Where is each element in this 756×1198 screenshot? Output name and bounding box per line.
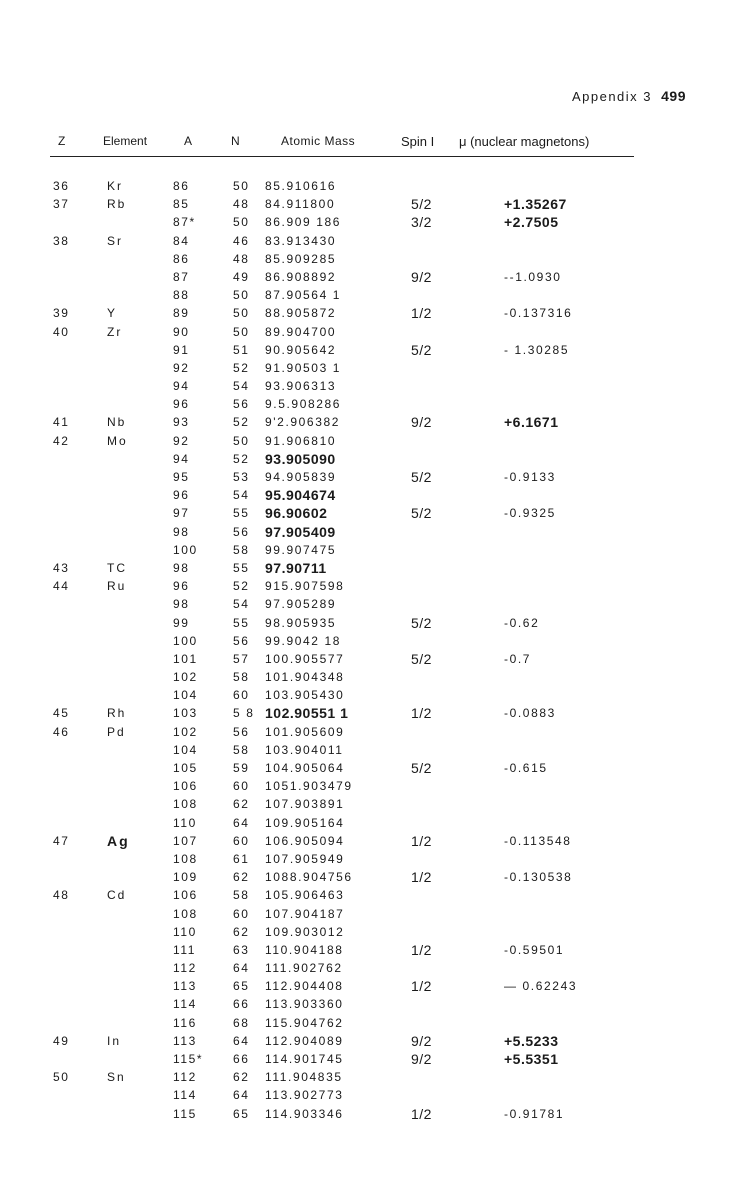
cell-a: 115: [173, 1106, 197, 1121]
cell-n: 61: [233, 851, 250, 866]
running-title: Appendix 3: [571, 89, 653, 104]
cell-a: 100: [173, 633, 198, 648]
page-number: 499: [661, 88, 686, 104]
cell-atomic-mass: 112.904089: [265, 1033, 344, 1048]
cell-n: 52: [233, 451, 250, 466]
cell-n: 50: [233, 433, 250, 448]
cell-magnetic-moment: -0.130538: [504, 870, 573, 885]
table-row: [0, 504, 756, 522]
cell-z: 43: [53, 560, 70, 575]
cell-spin: 1/2: [411, 832, 432, 849]
cell-spin: 1/2: [411, 305, 432, 322]
cell-n: 53: [233, 470, 250, 484]
cell-atomic-mass: 9'2.906382: [265, 415, 341, 430]
table-row: [0, 1050, 756, 1068]
cell-a: 95: [173, 470, 190, 484]
cell-n: 64: [233, 815, 250, 830]
table-row: [0, 559, 756, 577]
table-row: [0, 686, 756, 704]
cell-atomic-mass: 85.910616: [265, 179, 337, 193]
table-row: [0, 286, 756, 304]
table-row: [0, 468, 756, 486]
cell-a: 92: [173, 433, 190, 448]
cell-z: 48: [53, 888, 70, 903]
cell-atomic-mass: 112.904408: [265, 979, 344, 994]
cell-atomic-mass: 94.905839: [265, 470, 337, 484]
cell-z: 46: [53, 724, 70, 739]
table-row: [0, 850, 756, 868]
cell-element: Pd: [107, 724, 126, 739]
cell-a: 107: [173, 833, 198, 848]
table-row: [0, 832, 756, 850]
cell-n: 62: [233, 870, 250, 885]
cell-n: 54: [233, 379, 250, 394]
cell-element: Sn: [107, 1070, 126, 1085]
table-row: [0, 341, 756, 359]
cell-spin: 1/2: [411, 869, 432, 886]
cell-n: 50: [233, 288, 250, 303]
table-row: [0, 723, 756, 741]
cell-magnetic-moment: +5.5233: [504, 1032, 559, 1049]
cell-a: 105: [173, 761, 198, 775]
cell-atomic-mass: 88.905872: [265, 306, 337, 321]
cell-z: 37: [53, 197, 70, 212]
cell-magnetic-moment: +1.35267: [504, 196, 567, 213]
cell-atomic-mass: 113.903360: [265, 997, 344, 1012]
table-row: [0, 359, 756, 377]
cell-spin: 9/2: [411, 414, 432, 431]
isotope-table-body: [0, 177, 756, 1123]
cell-z: 45: [53, 706, 70, 721]
cell-a: 111: [173, 942, 197, 957]
cell-element: In: [107, 1033, 122, 1048]
cell-atomic-mass: 114.903346: [265, 1106, 344, 1121]
table-row: [0, 650, 756, 668]
cell-a: 85: [173, 197, 190, 212]
cell-atomic-mass: 107.903891: [265, 797, 345, 812]
cell-n: 50: [233, 179, 250, 193]
cell-n: 60: [233, 688, 250, 703]
table-row: [0, 741, 756, 759]
table-row: [0, 959, 756, 977]
column-header-spin: Spin I: [401, 134, 435, 149]
cell-a: 87*: [173, 215, 196, 230]
column-header-element: Element: [103, 134, 148, 148]
cell-a: 96: [173, 579, 190, 594]
cell-a: 110: [173, 815, 197, 830]
table-row: [0, 886, 756, 904]
table-row: [0, 759, 756, 777]
cell-z: 49: [53, 1033, 70, 1048]
table-row: [0, 377, 756, 395]
cell-a: 97: [173, 506, 190, 521]
cell-z: 40: [53, 324, 70, 339]
cell-element: Y: [107, 306, 118, 321]
cell-atomic-mass: 93.906313: [265, 379, 337, 394]
cell-spin: 9/2: [411, 268, 432, 285]
table-row: [0, 450, 756, 468]
cell-n: 58: [233, 670, 250, 685]
cell-atomic-mass: 85.909285: [265, 251, 337, 266]
cell-spin: 5/2: [411, 760, 432, 776]
cell-atomic-mass: 113.902773: [265, 1088, 344, 1103]
cell-spin: 1/2: [411, 941, 432, 958]
cell-n: 55: [233, 615, 250, 630]
cell-element: Rh: [107, 706, 127, 721]
cell-atomic-mass: 102.90551 1: [265, 705, 349, 722]
table-row: [0, 304, 756, 322]
cell-atomic-mass: 100.905577: [265, 651, 345, 666]
cell-a: 110: [173, 924, 197, 939]
cell-n: 56: [233, 397, 250, 412]
cell-n: 56: [233, 524, 250, 539]
cell-atomic-mass: 86.909 186: [265, 215, 342, 230]
cell-a: 92: [173, 360, 190, 375]
cell-atomic-mass: 97.905289: [265, 597, 337, 612]
cell-a: 104: [173, 742, 198, 757]
table-row: [0, 486, 756, 504]
cell-atomic-mass: 96.90602: [265, 505, 328, 522]
cell-n: 60: [233, 779, 250, 794]
cell-z: 47: [53, 833, 70, 848]
cell-z: 39: [53, 306, 70, 321]
cell-element: Mo: [107, 433, 128, 448]
cell-n: 5 8: [233, 706, 255, 721]
table-row: [0, 905, 756, 923]
cell-a: 84: [173, 233, 190, 248]
cell-a: 98: [173, 597, 190, 612]
cell-atomic-mass: 97.90711: [265, 559, 327, 576]
table-row: [0, 868, 756, 886]
cell-a: 88: [173, 288, 190, 303]
cell-magnetic-moment: — 0.62243: [504, 979, 578, 994]
cell-z: 38: [53, 233, 70, 248]
cell-n: 49: [233, 269, 250, 284]
cell-a: 115*: [173, 1052, 204, 1066]
table-row: [0, 232, 756, 250]
cell-spin: 5/2: [411, 505, 432, 522]
cell-atomic-mass: 97.905409: [265, 523, 336, 540]
table-row: [0, 250, 756, 268]
table-row: [0, 541, 756, 559]
table-row: [0, 923, 756, 941]
cell-n: 64: [233, 961, 250, 976]
cell-z: 50: [53, 1070, 70, 1085]
cell-magnetic-moment: -0.113548: [504, 833, 572, 848]
cell-spin: 5/2: [411, 196, 432, 213]
table-row: [0, 577, 756, 595]
table-row: [0, 632, 756, 650]
cell-magnetic-moment: - 1.30285: [504, 342, 570, 357]
table-row: [0, 1032, 756, 1050]
cell-n: 60: [233, 833, 250, 848]
table-row: [0, 614, 756, 632]
cell-a: 93: [173, 415, 190, 430]
cell-n: 58: [233, 542, 250, 557]
cell-n: 52: [233, 360, 250, 375]
cell-atomic-mass: 105.906463: [265, 888, 345, 903]
cell-a: 114: [173, 1088, 197, 1103]
cell-a: 109: [173, 870, 198, 885]
header-rule: [50, 156, 634, 157]
cell-a: 100: [173, 542, 198, 557]
table-row: [0, 1068, 756, 1086]
cell-n: 62: [233, 797, 250, 812]
cell-a: 96: [173, 397, 190, 412]
cell-a: 104: [173, 688, 198, 703]
cell-magnetic-moment: +2.7505: [504, 214, 559, 231]
cell-a: 98: [173, 560, 190, 575]
cell-atomic-mass: 95.904674: [265, 487, 336, 504]
cell-n: 68: [233, 1015, 250, 1030]
cell-z: 36: [53, 179, 70, 193]
cell-n: 56: [233, 724, 250, 739]
cell-a: 108: [173, 851, 198, 866]
cell-n: 62: [233, 1070, 250, 1085]
table-row: [0, 432, 756, 450]
cell-spin: 5/2: [411, 341, 432, 358]
cell-atomic-mass: 90.905642: [265, 342, 337, 357]
cell-element: Ag: [107, 832, 130, 849]
cell-atomic-mass: 103.905430: [265, 688, 345, 703]
table-row: [0, 704, 756, 722]
cell-atomic-mass: 109.905164: [265, 815, 345, 830]
table-row: [0, 213, 756, 231]
cell-atomic-mass: 84.911800: [265, 197, 336, 212]
table-header: [0, 134, 756, 150]
cell-a: 96: [173, 488, 190, 503]
cell-n: 59: [233, 761, 250, 775]
cell-n: 64: [233, 1033, 250, 1048]
cell-n: 60: [233, 906, 250, 921]
cell-atomic-mass: 111.902762: [265, 961, 343, 976]
cell-a: 99: [173, 615, 190, 630]
cell-atomic-mass: 86.908892: [265, 269, 337, 284]
cell-n: 48: [233, 251, 250, 266]
cell-spin: 5/2: [411, 469, 432, 485]
cell-n: 50: [233, 215, 250, 230]
cell-magnetic-moment: -0.62: [504, 615, 540, 630]
table-row: [0, 413, 756, 431]
cell-spin: 9/2: [411, 1032, 432, 1049]
cell-n: 50: [233, 306, 250, 321]
cell-n: 66: [233, 997, 250, 1012]
cell-magnetic-moment: +6.1671: [504, 414, 559, 431]
column-header-a: A: [184, 134, 193, 148]
cell-magnetic-moment: -0.137316: [504, 306, 573, 321]
cell-magnetic-moment: -0.91781: [504, 1106, 565, 1121]
cell-n: 56: [233, 633, 250, 648]
page-header: [572, 88, 686, 104]
cell-n: 51: [233, 342, 250, 357]
cell-spin: 9/2: [411, 1051, 432, 1067]
cell-atomic-mass: 106.905094: [265, 833, 345, 848]
cell-atomic-mass: 98.905935: [265, 615, 337, 630]
cell-element: Sr: [107, 233, 123, 248]
cell-a: 86: [173, 179, 190, 193]
cell-n: 55: [233, 506, 250, 521]
cell-a: 87: [173, 269, 190, 284]
cell-atomic-mass: 99.907475: [265, 542, 337, 557]
cell-atomic-mass: 104.905064: [265, 761, 345, 775]
cell-a: 113: [173, 979, 197, 994]
cell-a: 106: [173, 779, 198, 794]
cell-spin: 1/2: [411, 1105, 432, 1122]
cell-n: 62: [233, 924, 250, 939]
cell-n: 54: [233, 597, 250, 612]
table-row: [0, 177, 756, 195]
table-row: [0, 268, 756, 286]
cell-a: 94: [173, 451, 190, 466]
cell-atomic-mass: 114.901745: [265, 1052, 344, 1066]
cell-magnetic-moment: -0.615: [504, 761, 548, 775]
cell-n: 64: [233, 1088, 250, 1103]
cell-n: 66: [233, 1052, 250, 1066]
table-row: [0, 395, 756, 413]
cell-z: 42: [53, 433, 70, 448]
cell-element: Rb: [107, 197, 127, 212]
cell-atomic-mass: 109.903012: [265, 924, 345, 939]
cell-n: 48: [233, 197, 250, 212]
cell-element: Cd: [107, 888, 127, 903]
cell-magnetic-moment: -0.9133: [504, 470, 556, 484]
column-header-z: Z: [58, 134, 66, 148]
cell-atomic-mass: 107.904187: [265, 906, 345, 921]
cell-a: 113: [173, 1033, 197, 1048]
table-row: [0, 777, 756, 795]
cell-a: 90: [173, 324, 190, 339]
cell-n: 54: [233, 488, 250, 503]
cell-n: 55: [233, 560, 250, 575]
cell-n: 50: [233, 324, 250, 339]
cell-atomic-mass: 111.904835: [265, 1070, 343, 1085]
cell-a: 94: [173, 379, 190, 394]
cell-atomic-mass: 89.904700: [265, 324, 337, 339]
table-row: [0, 668, 756, 686]
cell-n: 52: [233, 579, 250, 594]
cell-a: 103: [173, 706, 198, 721]
cell-spin: 5/2: [411, 650, 432, 667]
table-row: [0, 977, 756, 995]
cell-element: Nb: [107, 415, 127, 430]
cell-a: 108: [173, 906, 198, 921]
table-row: [0, 595, 756, 613]
cell-magnetic-moment: --1.0930: [504, 269, 562, 284]
table-row: [0, 941, 756, 959]
table-row: [0, 1014, 756, 1032]
cell-atomic-mass: 103.904011: [265, 742, 344, 757]
cell-atomic-mass: 91.906810: [265, 433, 337, 448]
cell-z: 41: [53, 415, 70, 430]
cell-z: 44: [53, 579, 70, 594]
table-row: [0, 1086, 756, 1104]
cell-n: 46: [233, 233, 250, 248]
cell-atomic-mass: 101.905609: [265, 724, 345, 739]
cell-a: 112: [173, 1070, 197, 1085]
cell-atomic-mass: 101.904348: [265, 670, 345, 685]
table-row: [0, 323, 756, 341]
cell-element: Ru: [107, 579, 127, 594]
cell-a: 89: [173, 306, 190, 321]
cell-a: 116: [173, 1015, 197, 1030]
cell-atomic-mass: 1088.904756: [265, 870, 353, 885]
cell-element: Zr: [107, 324, 123, 339]
cell-a: 101: [173, 651, 198, 666]
cell-atomic-mass: 115.904762: [265, 1015, 344, 1030]
cell-magnetic-moment: +5.5351: [504, 1051, 559, 1067]
cell-atomic-mass: 1051.903479: [265, 779, 353, 794]
cell-a: 98: [173, 524, 190, 539]
cell-n: 57: [233, 651, 250, 666]
table-row: [0, 1105, 756, 1123]
table-row: [0, 795, 756, 813]
table-row: [0, 195, 756, 213]
cell-magnetic-moment: -0.59501: [504, 942, 565, 957]
cell-atomic-mass: 87.90564 1: [265, 288, 342, 303]
cell-atomic-mass: 99.9042 18: [265, 633, 342, 648]
cell-atomic-mass: 91.90503 1: [265, 360, 342, 375]
column-header-atomic-mass: Atomic Mass: [281, 134, 356, 148]
cell-spin: 1/2: [411, 978, 432, 995]
cell-a: 112: [173, 961, 197, 976]
cell-a: 86: [173, 251, 190, 266]
cell-atomic-mass: 83.913430: [265, 233, 337, 248]
cell-spin: 3/2: [411, 214, 432, 231]
cell-a: 91: [173, 342, 190, 357]
table-row: [0, 523, 756, 541]
cell-a: 114: [173, 997, 197, 1012]
cell-a: 102: [173, 670, 198, 685]
cell-n: 52: [233, 415, 250, 430]
cell-spin: 1/2: [411, 705, 432, 722]
column-header-n: N: [231, 134, 240, 148]
cell-a: 106: [173, 888, 198, 903]
cell-magnetic-moment: -0.9325: [504, 506, 556, 521]
table-row: [0, 995, 756, 1013]
cell-atomic-mass: 9.5.908286: [265, 397, 342, 412]
cell-n: 58: [233, 888, 250, 903]
cell-magnetic-moment: -0.0883: [504, 706, 556, 721]
cell-atomic-mass: 110.904188: [265, 942, 344, 957]
cell-atomic-mass: 107.905949: [265, 851, 345, 866]
cell-a: 102: [173, 724, 198, 739]
cell-spin: 5/2: [411, 614, 432, 631]
cell-atomic-mass: 915.907598: [265, 579, 345, 594]
cell-n: 63: [233, 942, 250, 957]
column-header-magnetic-moment: μ (nuclear magnetons): [459, 134, 590, 149]
table-row: [0, 814, 756, 832]
cell-a: 108: [173, 797, 198, 812]
cell-element: TC: [107, 560, 127, 575]
cell-magnetic-moment: -0.7: [504, 651, 532, 666]
cell-atomic-mass: 93.905090: [265, 450, 336, 467]
cell-n: 65: [233, 979, 250, 994]
cell-n: 65: [233, 1106, 250, 1121]
cell-element: Kr: [107, 179, 123, 193]
cell-n: 58: [233, 742, 250, 757]
